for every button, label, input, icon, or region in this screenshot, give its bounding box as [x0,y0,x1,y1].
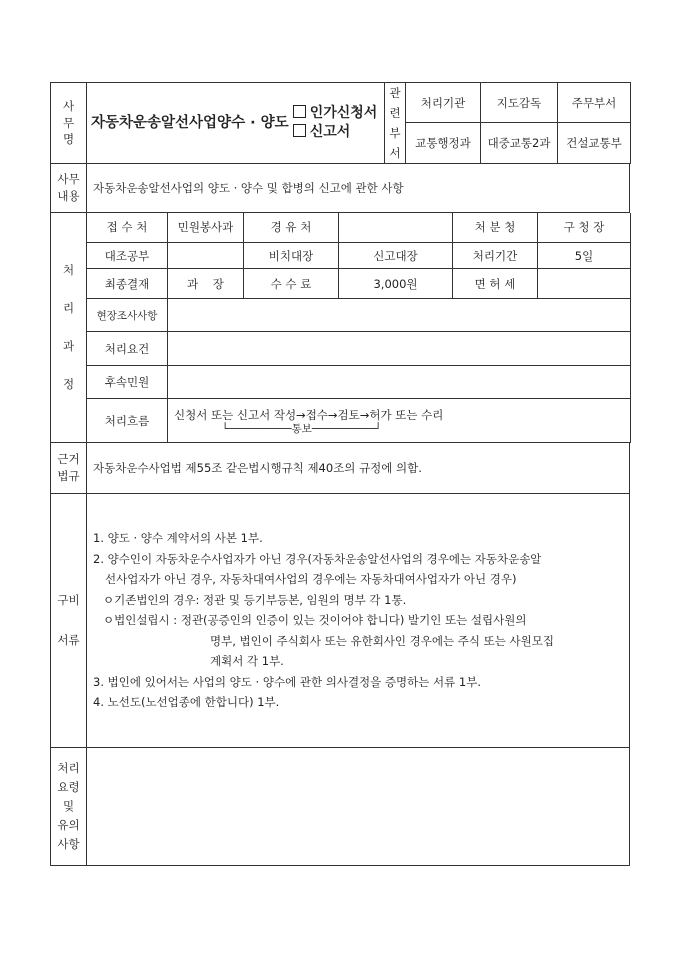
civil-service-form [50,82,630,866]
documents-label: 구비 서류 [51,494,87,748]
process-cell: 비치대장 [244,243,339,269]
process-cell: 5일 [538,243,631,269]
process-table [50,213,631,444]
requirements-value [168,332,631,366]
flow-notify-line: └──────────통보──────────┘ [222,422,382,435]
follow-up-label: 후속민원 [87,366,168,399]
process-cell: 최종결재 [87,269,168,299]
flow-label: 처리흐름 [87,399,168,443]
flow-value [168,399,631,443]
process-cell: 처리기간 [453,243,538,269]
documents-table [50,494,630,749]
document-item: 4. 노선도(노선업종에 한합니다) 1부. [93,695,280,709]
process-label: 처 리 과 정 [51,213,87,443]
content-text: 자동차운송알선사업의 양도 · 양수 및 합병의 신고에 관한 사항 [87,164,630,212]
content-label: 사무 내용 [51,164,87,212]
dept-header: 주무부서 [558,83,631,123]
flow-line: 신청서 또는 신고서 작성→접수→검토→허가 또는 수리 [174,407,444,422]
document-item: 3. 법인에 있어서는 사업의 양도 · 양수에 관한 의사결정을 증명하는 서류 1부. [93,674,481,689]
legal-label: 근거 법규 [51,443,87,493]
process-cell: 접 수 처 [87,213,168,243]
process-cell: 과 장 [168,269,244,299]
process-cell [168,243,244,269]
document-item: 선사업자가 아닌 경우, 자동차대여사업의 경우에는 자동차대여사업자가 아닌 경우) [105,572,517,586]
field-survey-label: 현장조사사항 [87,299,168,332]
documents-list [87,494,630,748]
service-name-label: 사 무 명 [51,83,87,164]
checkbox-icon[interactable] [293,105,306,118]
requirements-label: 처리요건 [87,332,168,366]
process-cell: 경 유 처 [244,213,339,243]
notes-table [50,748,630,866]
process-cell: 대조공부 [87,243,168,269]
document-item: 2. 양수인이 자동차운수사업자가 아닌 경우(자동차운송알선사업의 경우에는 자동차운송알 [93,551,542,566]
checkbox-approval[interactable]: 인가신청서 [293,105,378,121]
document-item: ㅇ법인설립시 : 정관(공증인의 인증이 있는 것이어야 합니다) 발기인 또는 설립사원의 [103,613,527,627]
service-title: 자동차운송알선사업양수 · 양도인가신청서 신고서 [87,83,385,164]
dept-header: 처리기관 [406,83,481,123]
dept-value: 대중교통2과 [481,123,558,164]
checkbox-report[interactable]: 신고서 [293,124,351,140]
document-item: 1. 양도 · 양수 계약서의 사본 1부. [93,531,263,545]
process-cell: 수 수 료 [244,269,339,299]
legal-table [50,443,630,494]
legal-text: 자동차운수사업법 제55조 같은법시행규칙 제40조의 규정에 의함. [87,443,630,493]
process-cell: 민원봉사과 [168,213,244,243]
process-cell [538,269,631,299]
checkbox-icon[interactable] [293,124,306,137]
field-survey-value [168,299,631,332]
dept-header: 지도감독 [481,83,558,123]
process-cell: 처 분 청 [453,213,538,243]
follow-up-value [168,366,631,399]
related-dept-label: 관 련 부 서 [385,83,406,164]
document-item: 계획서 각 1부. [210,654,284,668]
content-table [50,164,630,213]
process-cell: 구 청 장 [538,213,631,243]
dept-value: 교통행정과 [406,123,481,164]
process-cell: 면 허 세 [453,269,538,299]
process-cell [339,213,453,243]
document-item: 명부, 법인이 주식회사 또는 유한회사인 경우에는 주식 또는 사원모집 [210,633,554,648]
header-table [50,82,631,164]
document-item: ㅇ기존법인의 경우: 정관 및 등기부등본, 임원의 명부 각 1통. [103,592,407,607]
dept-value: 건설교통부 [558,123,631,164]
notes-label: 처리 요령 및 유의 사항 [51,748,87,865]
notes-value [87,748,630,865]
process-cell: 신고대장 [339,243,453,269]
process-cell: 3,000원 [339,269,453,299]
